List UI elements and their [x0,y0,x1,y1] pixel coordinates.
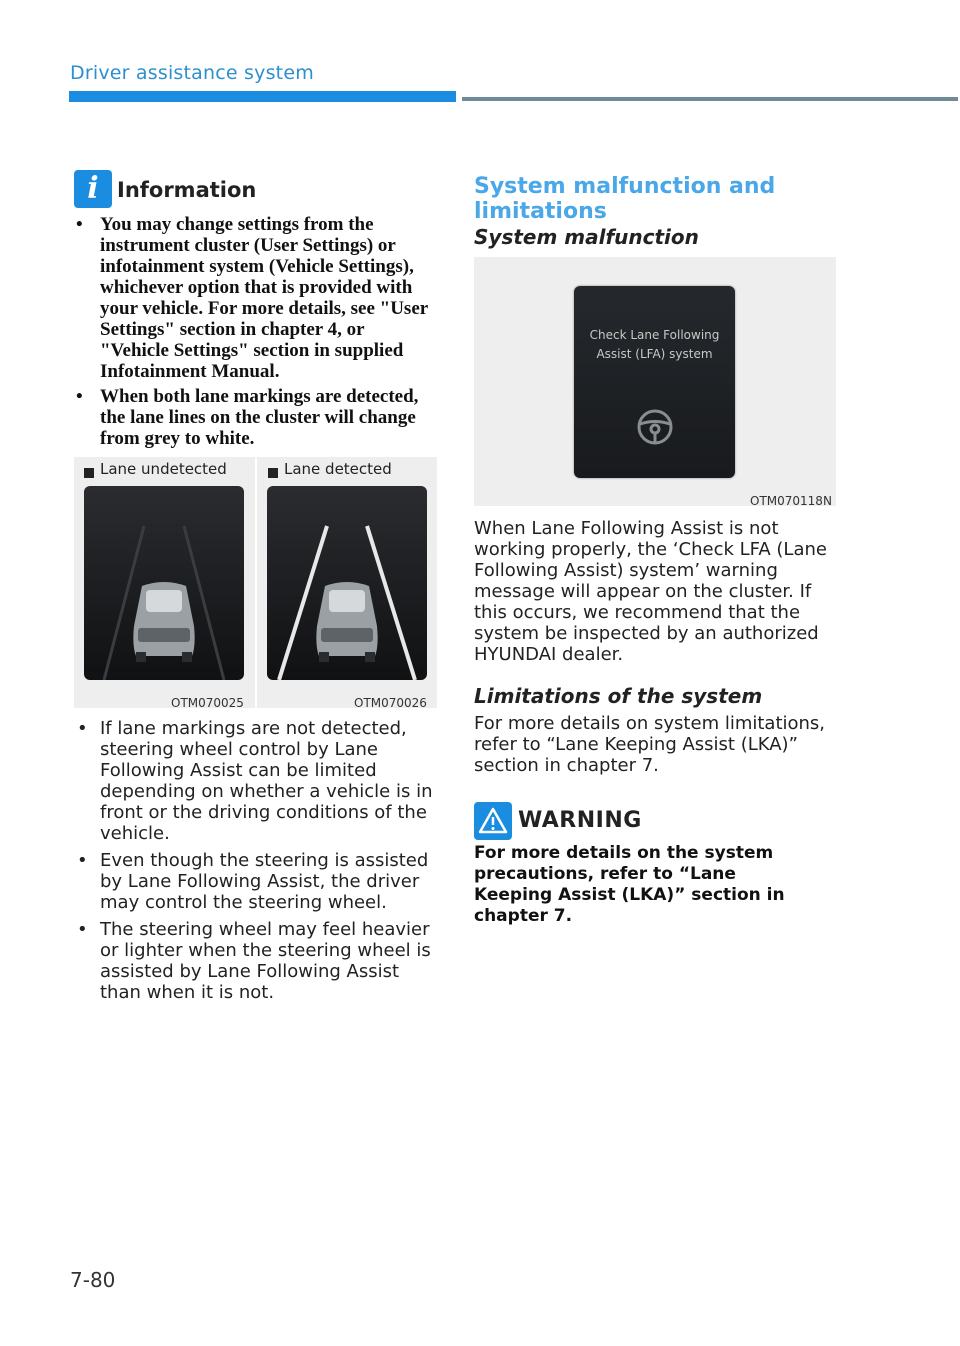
info-item: • When both lane markings are detected, the lane lines on the cluster will change from grey to white. [74,386,436,449]
limitations-paragraph: For more details on system limitations, refer to “Lane Keeping Assist (LKA)” section in chapter 7. [474,713,826,776]
bullet-item: • If lane markings are not detected, steering wheel control by Lane Following Assist can be limited depending on whether a vehicle is in front or the driving conditions of the vehicle. [74,718,440,844]
section-header-title: Driver assistance system [70,62,314,84]
figure-label: Lane detected [284,460,392,478]
square-bullet-icon [84,468,94,478]
steering-wheel-icon [635,407,675,447]
malfunction-paragraph: When Lane Following Assist is not working properly, the ‘Check LFA (Lane Following Assist) system’ warning message will appear on the cluster. If this occurs, we recommend that the system be inspected by an authorized HYUNDAI dealer. [474,518,827,665]
header-bar-rule [462,97,958,101]
cluster-warning-line: Check Lane Following [589,328,720,342]
cluster-warning-line: Assist (LFA) system [596,347,713,361]
bullet-item: • The steering wheel may feel heavier or lighter when the steering wheel is assisted by Lane Following Assist than when it is not. [74,919,440,1003]
subsection-title-malfunction: System malfunction [474,225,699,249]
figure-code: OTM070025 [171,696,244,710]
car-icon [133,582,194,662]
square-bullet-icon [268,468,278,478]
info-list [74,214,436,453]
cluster-screen-warning [574,286,735,478]
info-icon: i [74,170,112,208]
cluster-warning-text [574,326,735,364]
page-number: 7-80 [70,1268,116,1292]
warning-icon [474,802,512,840]
subsection-title-limitations: Limitations of the system [474,684,763,708]
section-title: System malfunction and limitations [474,174,776,224]
info-title: Information [117,178,257,202]
bullet-item: • Even though the steering is assisted by Lane Following Assist, the driver may control the steering wheel. [74,850,440,913]
figure-code: OTM070118N [750,494,832,508]
warning-text: For more details on the system precautions, refer to “Lane Keeping Assist (LKA)” section in chapter 7. [474,843,785,926]
cluster-screen-detected [267,486,427,680]
info-item: • You may change settings from the instrument cluster (User Settings) or infotainment system (Vehicle Settings), whichever option that is provided with your vehicle. For more details, see "User Settings" section in chapter 4, or "Vehicle Settings" section in supplied Infotainment Manual. [74,214,436,382]
car-icon [316,582,377,662]
warning-title: WARNING [518,808,642,833]
figure-code: OTM070026 [354,696,427,710]
figure-label: Lane undetected [100,460,227,478]
cluster-screen-undetected [84,486,244,680]
bullet-list [74,718,440,1009]
header-bar-accent [69,91,456,102]
